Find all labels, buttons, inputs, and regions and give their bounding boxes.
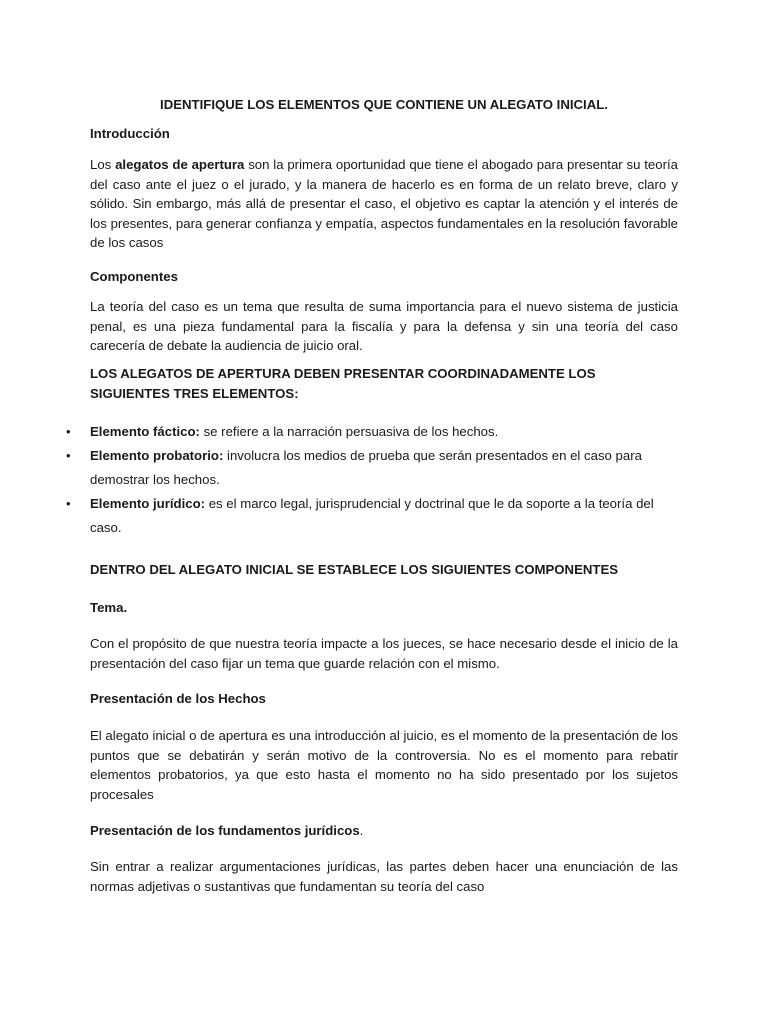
components-heading: DENTRO DEL ALEGATO INICIAL SE ESTABLECE LOS SIGUIENTES COMPONENTES (90, 562, 619, 577)
bullet-icon: • (66, 424, 71, 439)
intro-rest: son la primera oportunidad que tiene el abogado para presentar su teoría del caso ante el juez o el jurado, y la manera de hacerlo es en forma de un relato breve, claro y sólido. Sin embargo, más allá de presentar el caso, el objetivo es captar la atención y el interés de los presentes, para generar confianza y empatía, aspectos fundamentales en la resolución favorable de los casos (90, 157, 678, 250)
element-text: es el marco legal, jurisprudencial y doctrinal que le da soporte a la teoría del caso. (90, 496, 654, 535)
intro-bold-term: alegatos de apertura (115, 157, 245, 172)
intro-paragraph (90, 155, 678, 253)
list-item (66, 492, 678, 540)
fundamentos-heading-tail: . (359, 823, 364, 838)
document-title: IDENTIFIQUE LOS ELEMENTOS QUE CONTIENE UN ALEGATO INICIAL. (160, 97, 608, 112)
componentes-heading: Componentes (90, 269, 178, 284)
tema-heading: Tema. (90, 600, 128, 615)
fundamentos-heading-bold: Presentación de los fundamentos jurídicos (90, 823, 360, 838)
intro-heading: Introducción (90, 126, 170, 141)
elements-list (66, 420, 678, 540)
list-item (66, 420, 678, 444)
element-term: Elemento jurídico: (90, 496, 206, 511)
hechos-paragraph: El alegato inicial o de apertura es una introducción al juicio, es el momento de la presentación de los puntos que se debatirán y serán motivo de la controversia. No es el momento para rebatir elementos probatorios, ya que esto hasta el momento no ha sido presentado por los sujetos procesales (90, 728, 678, 802)
tema-paragraph: Con el propósito de que nuestra teoría impacte a los jueces, se hace necesario desde el inicio de la presentación del caso fijar un tema que guarde relación con el mismo. (90, 636, 678, 671)
element-term: Elemento fáctico: (90, 424, 200, 439)
fundamentos-heading (90, 821, 678, 841)
hechos-heading: Presentación de los Hechos (90, 691, 266, 706)
bullet-icon: • (66, 496, 71, 511)
componentes-paragraph: La teoría del caso es un tema que resulta de suma importancia para el nuevo sistema de justicia penal, es una pieza fundamental para la fiscalía y para la defensa y sin una teoría del caso carecería de debate la audiencia de juicio oral. (90, 299, 678, 353)
intro-lead: Los (90, 157, 116, 172)
bullet-icon: • (66, 448, 71, 463)
element-text: se refiere a la narración persuasiva de los hechos. (199, 424, 499, 439)
fundamentos-paragraph: Sin entrar a realizar argumentaciones jurídicas, las partes deben hacer una enunciación de las normas adjetivas o sustantivas que fundamentan su teoría del caso (90, 859, 678, 894)
elements-heading: LOS ALEGATOS DE APERTURA DEBEN PRESENTAR COORDINADAMENTE LOS SIGUIENTES TRES ELEMENTOS: (90, 366, 596, 401)
element-text: involucra los medios de prueba que serán presentados en el caso para demostrar los hechos. (90, 448, 642, 487)
list-item (66, 444, 678, 492)
element-term: Elemento probatorio: (90, 448, 224, 463)
